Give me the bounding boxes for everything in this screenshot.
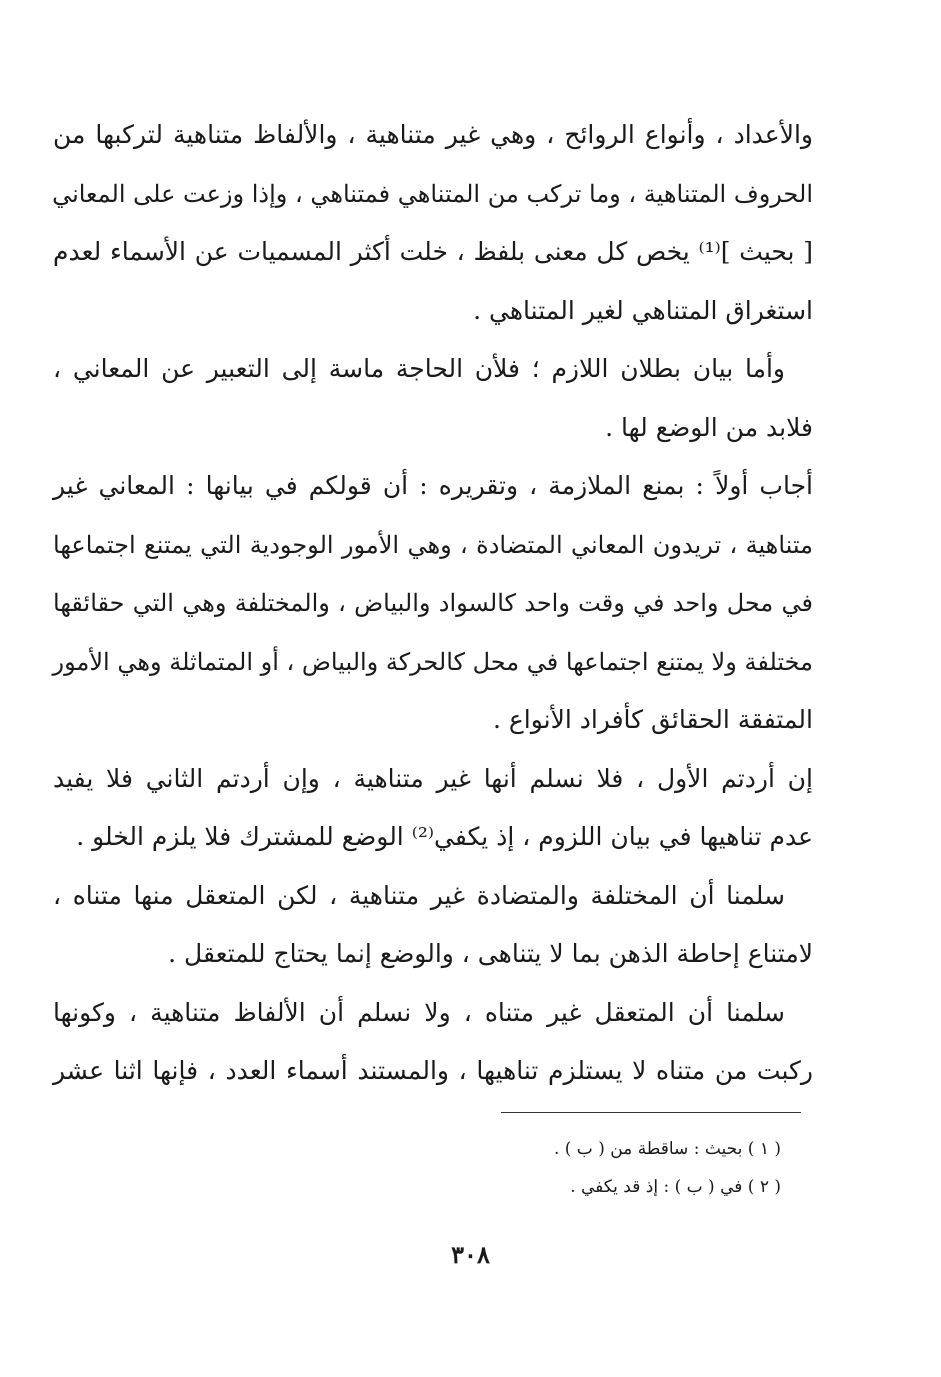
text-line: [ بحيث ]⁽¹⁾ يخص كل معنى بلفظ ، خلت أكثر المسميات عن الأسماء لعدم bbox=[53, 237, 813, 266]
text-line: المتفقة الحقائق كأفراد الأنواع . bbox=[492, 705, 813, 734]
text-line: عدم تناهيها في بيان اللزوم ، إذ يكفي⁽²⁾ الوضع للمشترك فلا يلزم الخلو . bbox=[76, 822, 813, 851]
footnote-1: ( ١ ) بحيث : ساقطة من ( ب ) . bbox=[553, 1139, 781, 1159]
text-line: ركبت من متناه لا يستلزم تناهيها ، والمستند أسماء العدد ، فإنها اثنا عشر bbox=[53, 1056, 813, 1085]
text-line: فلابد من الوضع لها . bbox=[605, 412, 813, 442]
text-line: أجاب أولاً : بمنع الملازمة ، وتقريره : أن قولكم في بيانها : المعاني غير bbox=[53, 471, 813, 500]
text-line: في محل واحد في وقت واحد كالسواد والبياض ، والمختلفة وهي التي حقائقها bbox=[53, 589, 813, 617]
text-line: متناهية ، تريدون المعاني المتضادة ، وهي الأمور الوجودية التي يمتنع اجتماعها bbox=[53, 530, 813, 559]
main-text-block bbox=[53, 106, 813, 1101]
text-line: استغراق المتناهي لغير المتناهي . bbox=[473, 295, 813, 325]
text-line: مختلفة ولا يمتنع اجتماعها في محل كالحركة والبياض ، أو المتماثلة وهي الأمور bbox=[52, 647, 813, 676]
footnotes-block bbox=[281, 1130, 781, 1206]
page-number: ٣٠٨ bbox=[451, 1240, 490, 1269]
footnote-2: ( ٢ ) في ( ب ) : إذ قد يكفي . bbox=[570, 1177, 781, 1197]
text-line: سلمنا أن المتعقل غير متناه ، ولا نسلم أن الألفاظ متناهية ، وكونها bbox=[53, 997, 785, 1027]
text-line: الحروف المتناهية ، وما تركب من المتناهي فمتناهي ، وإذا وزعت على المعاني bbox=[52, 179, 813, 208]
text-line: سلمنا أن المختلفة والمتضادة غير متناهية ، لكن المتعقل منها متناه ، bbox=[53, 880, 785, 910]
text-line: إن أردتم الأول ، فلا نسلم أنها غير متناهية ، وإن أردتم الثاني فلا يفيد bbox=[53, 763, 813, 793]
text-line: والأعداد ، وأنواع الروائح ، وهي غير متناهية ، والألفاظ متناهية لتركبها من bbox=[53, 120, 813, 149]
text-line: لامتناع إحاطة الذهن بما لا يتناهى ، والوضع إنما يحتاج للمتعقل . bbox=[168, 939, 813, 968]
text-line: وأما بيان بطلان اللازم ؛ فلأن الحاجة ماسة إلى التعبير عن المعاني ، bbox=[53, 354, 785, 383]
footnote-separator bbox=[501, 1112, 801, 1113]
